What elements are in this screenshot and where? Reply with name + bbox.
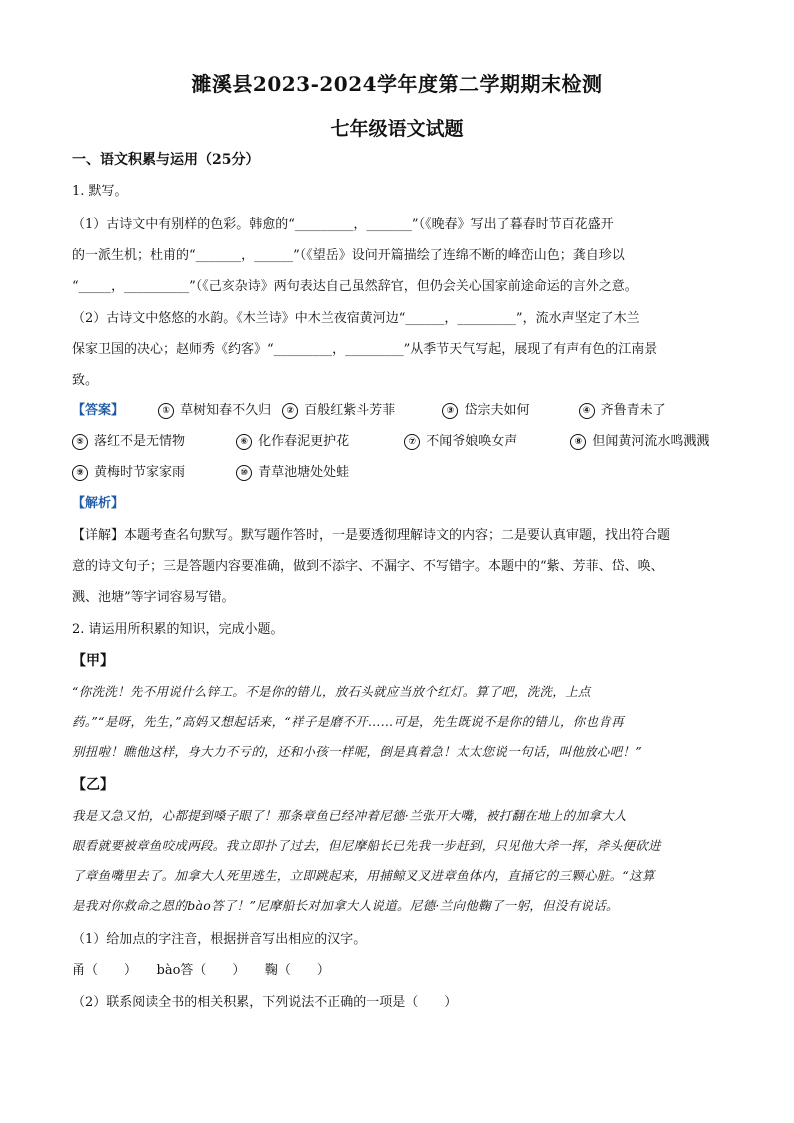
exam-subtitle: 七年级语文试题 (330, 118, 464, 140)
exam-title: 濉溪县2023-2024学年度第二学期期末检测 (191, 72, 603, 96)
detail-line3: 溅、池塘”等字词容易写错。 (72, 590, 235, 605)
sub-question-2: （2）联系阅读全书的相关积累，下列说法不正确的一项是（ ） (72, 995, 458, 1010)
answer-item: ⑤ 落红不是无情物 (72, 432, 232, 452)
answer-item: ⑧ 但闻黄河流水鸣溅溅 (570, 432, 709, 452)
answer-item: ⑨ 黄梅时节家家雨 (72, 463, 232, 483)
passage-jia-line1: “你洗洗！先不用说什么锌工。不是你的错儿，放石头就应当放个红灯。算了吧，洗洗，上点 (72, 684, 591, 699)
answer-item: ④ 齐鲁青未了 (579, 401, 666, 421)
answer-item: ② 百般红紫斗芳菲 (282, 401, 438, 421)
passage-yi-line4: 是我对你救命之恩的bào答了！”尼摩船长对加拿大人说道。尼德·兰向他鞠了一躬，但没有说话。 (72, 898, 619, 913)
analysis-label: 【解析】 (72, 496, 125, 511)
question-1-stem: 1. 默写。 (72, 184, 128, 199)
detail-line2: 意的诗文句子；三是答题内容要准确，做到不添字、不漏字、不写错字。本题中的“紫、芳菲、岱、唤、 (72, 559, 664, 574)
q1-part1-line2: 的一派生机；杜甫的“_______，______”（《望岳》设问开篇描绘了连绵不断的峰峦山色；龚自珍以 (72, 248, 625, 263)
passage-yi-line1: 我是又急又怕，心都提到嗓子眼了！那条章鱼已经冲着尼德·兰张开大嘴，被打翻在地上的加拿大人 (72, 808, 627, 823)
q1-part2-line1: （2）古诗文中悠悠的水韵。《木兰诗》中木兰夜宿黄河边“______，_________”，流水声坚定了木兰 (72, 311, 640, 326)
answer-item: ⑩ 青草池塘处处蛙 (236, 463, 349, 483)
passage-jia-label: 【甲】 (72, 653, 114, 669)
section-heading: 一、语文积累与运用（25分） (72, 152, 260, 168)
q1-part2-line3: 致。 (72, 373, 99, 388)
passage-yi-line2: 眼看就要被章鱼咬成两段。我立即扑了过去，但尼摩船长已先我一步赶到，只见他大斧一挥，斧头便砍进 (72, 838, 661, 853)
sub-question-1: （1）给加点的字注音，根据拼音写出相应的汉字。 (72, 932, 367, 947)
detail-line1: 【详解】本题考查名句默写。默写题作答时，一是要透彻理解诗文的内容；二是要认真审题，找出符合题 (72, 528, 671, 543)
q1-part1-line3: “_____，__________”（《己亥杂诗》两句表达自己虽然辞官，但仍会关心国家前途命运的言外之意。 (72, 279, 638, 294)
passage-jia-line3: 别扭啦！瞧他这样，身大力不亏的，还和小孩一样呢，倒是真着急！太太您说一句话，叫他放心吧！” (72, 744, 642, 759)
answer-row-2 (72, 432, 724, 452)
passage-jia-line2: 药。”“是呀，先生，”高妈又想起话来，“祥子是磨不开……可是，先生既说不是你的错儿，你也肯再 (72, 714, 624, 729)
answer-item: ③ 岱宗夫如何 (442, 401, 574, 421)
answer-item: ① 草树知春不久归 (158, 401, 278, 421)
answer-row-1 (72, 401, 724, 421)
pinyin-blanks: 甬（ ） bào答（ ） 鞠（ ） (72, 963, 330, 978)
passage-yi-label: 【乙】 (72, 777, 114, 793)
answer-label: 【答案】 (72, 403, 125, 418)
question-2-stem: 2. 请运用所积累的知识，完成小题。 (72, 622, 284, 637)
passage-yi-line3: 了章鱼嘴里去了。加拿大人死里逃生，立即跳起来，用捕鲸叉叉进章鱼体内，直捅它的三颗心脏。“这算 (72, 868, 655, 883)
q1-part1-line1: （1）古诗文中有别样的色彩。韩愈的“_________，_______”（《晚春》写出了暮春时节百花盛开 (72, 217, 614, 232)
answer-item: ⑥ 化作春泥更护花 (236, 432, 400, 452)
answer-item: ⑦ 不闻爷娘唤女声 (404, 432, 566, 452)
answer-row-3 (72, 463, 724, 483)
q1-part2-line2: 保家卫国的决心；赵师秀《约客》“_________，_________”从季节天气写起，展现了有声有色的江南景 (72, 342, 658, 357)
